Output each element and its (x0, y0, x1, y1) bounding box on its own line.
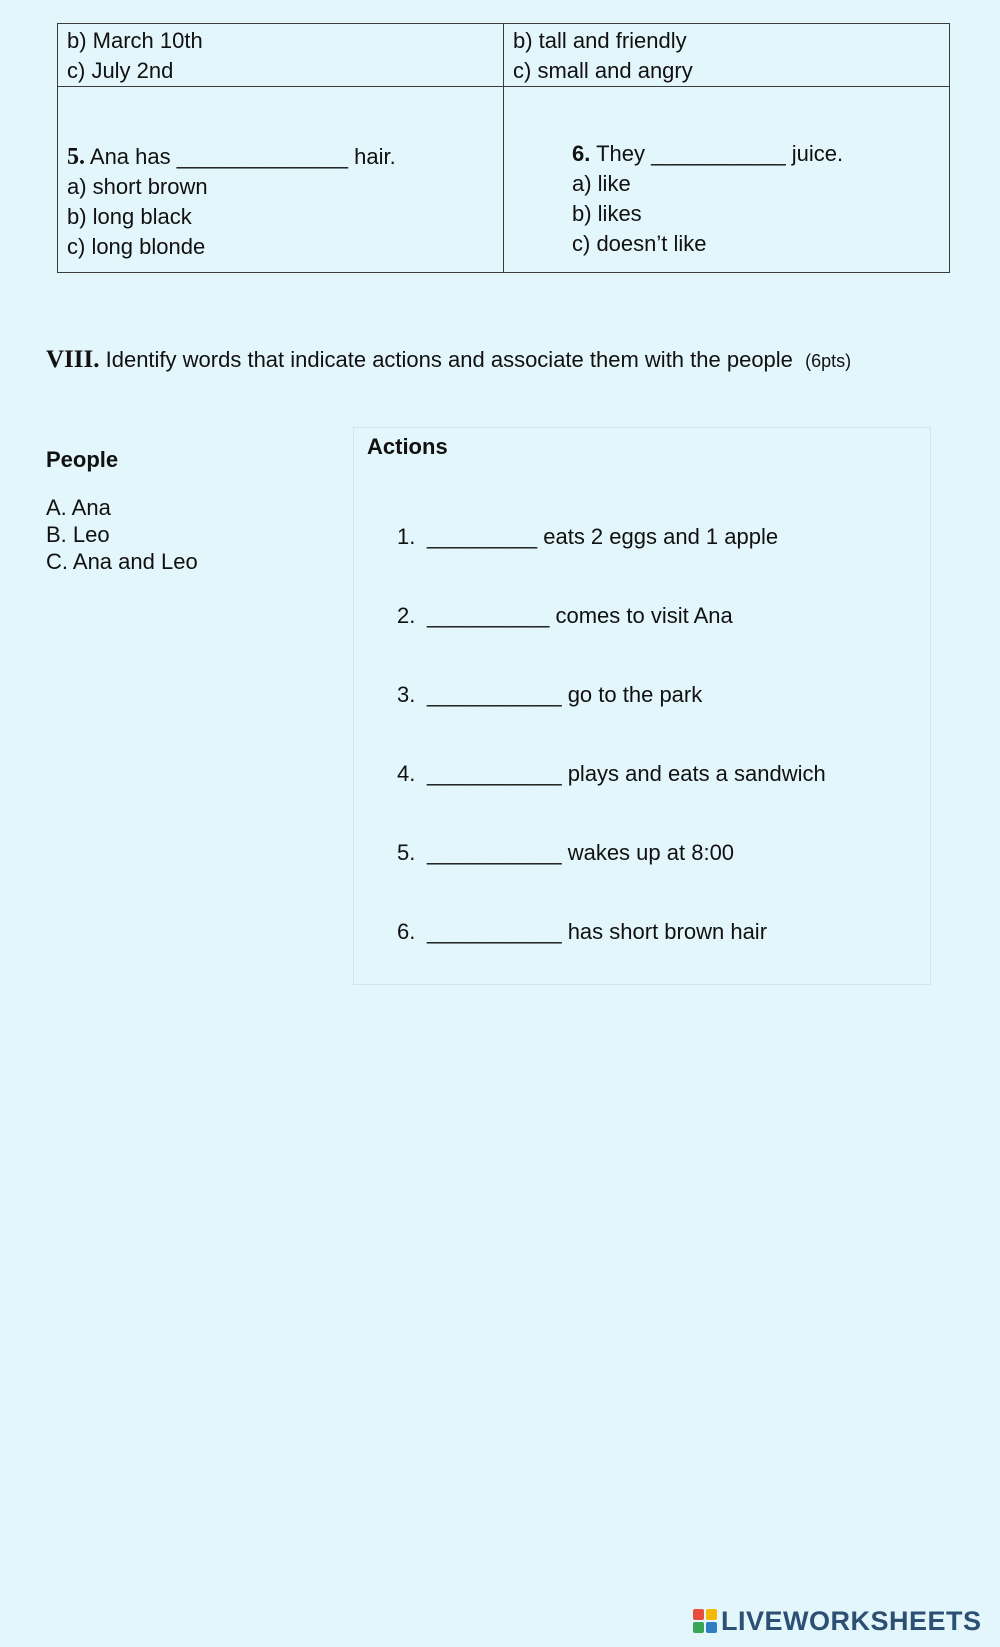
table-cell-q3-options (58, 24, 504, 87)
questions-table (57, 23, 950, 273)
option-b: b) tall and friendly (513, 28, 687, 53)
question-6-stem (572, 139, 949, 169)
option-c: c) small and angry (513, 58, 693, 83)
question-number: 6. (572, 141, 591, 166)
question-number: 5. (67, 144, 85, 170)
action-text: ___________ plays and eats a sandwich (427, 761, 826, 786)
table-cell-q6 (504, 87, 950, 273)
action-item-6[interactable] (397, 919, 767, 945)
option-c: c) July 2nd (67, 58, 174, 83)
option-c: c) doesn’t like (572, 231, 707, 256)
action-number: 4. (397, 761, 416, 786)
liveworksheets-logo (693, 1606, 982, 1636)
logo-square-icon (693, 1609, 704, 1620)
action-item-1[interactable] (397, 524, 778, 550)
option-c: c) long blonde (67, 234, 206, 259)
question-text: They ___________ juice. (590, 141, 844, 166)
logo-text: LIVEWORKSHEETS (721, 1605, 982, 1636)
question-text: Ana has ______________ hair. (85, 144, 396, 169)
action-number: 2. (397, 603, 416, 628)
question-5-stem (67, 142, 503, 172)
action-item-2[interactable] (397, 603, 733, 629)
option-a: a) like (572, 171, 631, 196)
actions-heading: Actions (367, 434, 448, 459)
person-item-a: A. Ana (46, 495, 111, 520)
section-number: VIII. (46, 346, 100, 373)
people-heading: People (46, 447, 119, 472)
action-text: ___________ wakes up at 8:00 (427, 840, 735, 865)
action-number: 3. (397, 682, 416, 707)
person-item-b: B. Leo (46, 522, 110, 547)
section-points: (6pts) (805, 351, 852, 371)
table-cell-q5 (58, 87, 504, 273)
section-heading (46, 346, 851, 374)
person-item-c: C. Ana and Leo (46, 549, 198, 574)
action-item-4[interactable] (397, 761, 826, 787)
action-number: 5. (397, 840, 416, 865)
logo-square-icon (706, 1622, 717, 1633)
option-b: b) long black (67, 204, 192, 229)
table-cell-q4-options (504, 24, 950, 87)
option-b: b) March 10th (67, 28, 203, 53)
option-b: b) likes (572, 201, 642, 226)
action-item-3[interactable] (397, 682, 702, 708)
liveworksheets-logo-icon (693, 1609, 717, 1633)
action-item-5[interactable] (397, 840, 734, 866)
section-instruction: Identify words that indicate actions and associate them with the people (99, 347, 806, 372)
action-number: 6. (397, 919, 416, 944)
actions-box (353, 427, 931, 985)
people-list (46, 446, 198, 575)
logo-square-icon (706, 1609, 717, 1620)
logo-square-icon (693, 1622, 704, 1633)
option-a: a) short brown (67, 174, 208, 199)
action-text: ___________ go to the park (427, 682, 703, 707)
action-number: 1. (397, 524, 416, 549)
action-text: _________ eats 2 eggs and 1 apple (427, 524, 779, 549)
action-text: ___________ has short brown hair (427, 919, 768, 944)
action-text: __________ comes to visit Ana (427, 603, 733, 628)
